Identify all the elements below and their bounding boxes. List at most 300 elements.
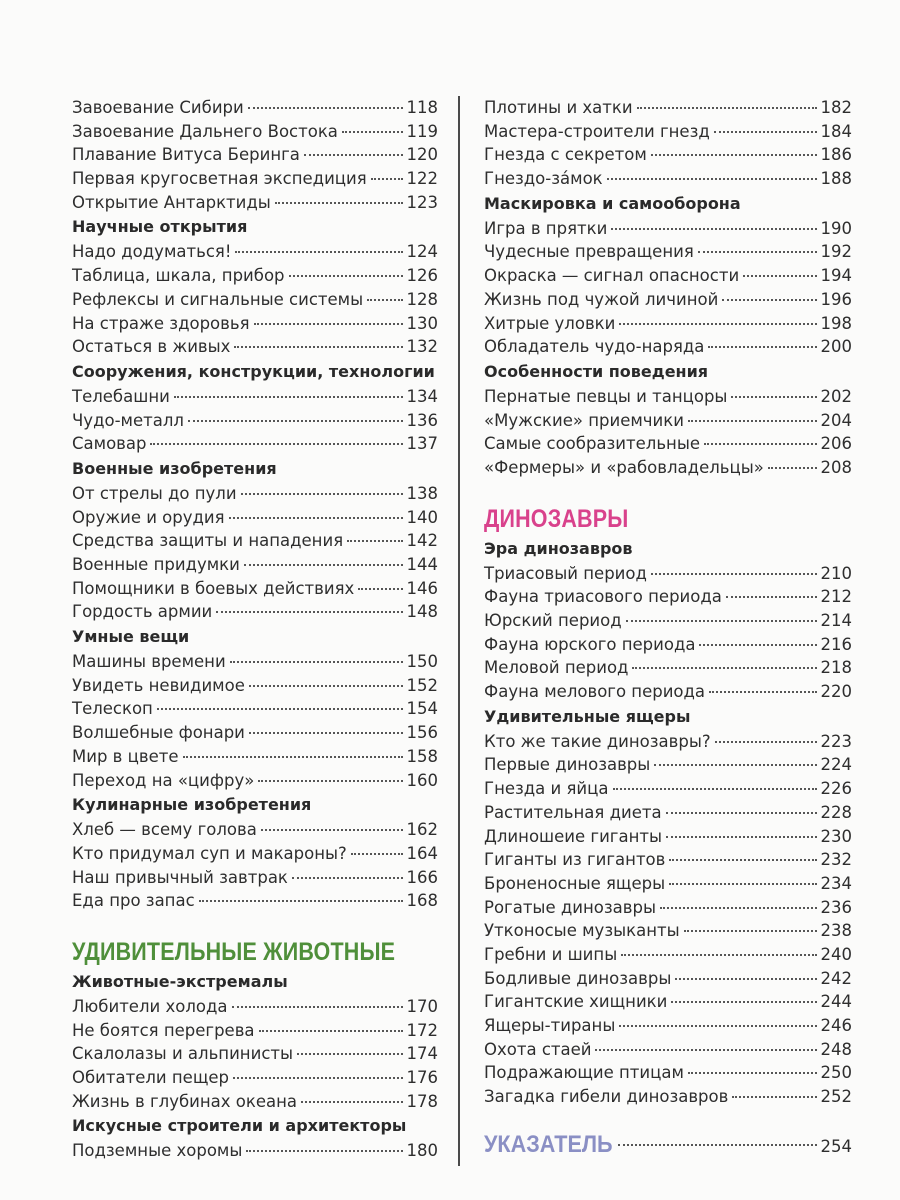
toc-entry-page: 220 <box>820 682 852 702</box>
toc-entry-page: 164 <box>406 843 438 863</box>
toc-entry-page: 137 <box>406 434 438 454</box>
toc-entry-page: 214 <box>820 611 852 630</box>
dot-leader <box>188 420 403 422</box>
dot-leader <box>174 396 403 398</box>
toc-subheading: Военные изобретения <box>72 458 277 478</box>
toc-subheading: Сооружения, конструкции, технологии <box>72 361 435 381</box>
toc-entry-page: 158 <box>406 746 438 766</box>
toc-entry[interactable] <box>72 650 438 674</box>
toc-entry-page: 132 <box>406 337 438 357</box>
toc-entry[interactable] <box>484 1014 852 1038</box>
toc-entry-page: 118 <box>406 98 438 117</box>
dot-leader <box>669 883 816 885</box>
toc-entry[interactable] <box>72 818 438 842</box>
toc-entry-title: Жизнь в глубинах океана <box>72 1091 298 1111</box>
spacer <box>72 913 438 935</box>
dot-leader <box>235 251 402 253</box>
section-heading-dinosaurs: ДИНОЗАВРЫ <box>484 504 629 533</box>
toc-entry-page: 122 <box>406 169 438 189</box>
dot-leader <box>768 467 817 469</box>
toc-entry[interactable] <box>484 96 852 120</box>
dot-leader <box>259 1030 403 1032</box>
toc-entry-page: 130 <box>406 313 438 333</box>
toc-entry-page: 168 <box>406 891 438 911</box>
toc-entry[interactable] <box>72 577 438 601</box>
toc-entry-page: 152 <box>406 675 438 695</box>
toc-entry-page: 254 <box>820 1136 852 1156</box>
dot-leader <box>607 178 817 180</box>
toc-entry-page: 142 <box>406 531 438 551</box>
toc-entry-title: Военные придумки <box>72 555 240 574</box>
toc-entry[interactable] <box>72 769 438 793</box>
toc-entry[interactable] <box>484 312 852 336</box>
toc-entry-title: Еда про запас <box>72 891 195 911</box>
toc-entry-page: 134 <box>406 386 438 406</box>
toc-entry-page: 232 <box>820 850 852 870</box>
toc-entry-title: Охота стаей <box>484 1039 592 1059</box>
toc-entry-page: 226 <box>820 779 852 799</box>
toc-entry-title: Помощники в боевых действиях <box>72 578 355 598</box>
toc-entry-title: Хитрые уловки <box>484 313 616 333</box>
toc-entry-title: От стрелы до пули <box>72 483 237 503</box>
toc-entry[interactable] <box>72 385 438 409</box>
toc-entry-title: Загадка гибели динозавров <box>484 1087 729 1107</box>
dot-leader <box>254 323 403 325</box>
toc-subheading: Маскировка и самооборона <box>484 193 741 213</box>
dot-leader <box>232 1006 403 1008</box>
toc-entry[interactable] <box>484 777 852 801</box>
toc-subheading: Особенности поведения <box>484 361 709 381</box>
toc-entry-title: Длиношеие гиганты <box>484 826 663 846</box>
toc-entry[interactable] <box>72 697 438 721</box>
toc-entry-title: Гиганты из гигантов <box>484 850 666 870</box>
toc-entry-title: Самовар <box>72 434 147 454</box>
toc-entry[interactable] <box>484 409 852 433</box>
toc-entry[interactable] <box>484 264 852 288</box>
toc-entry-page: 198 <box>820 313 852 333</box>
dot-leader <box>669 859 816 861</box>
toc-entry-page: 200 <box>820 337 852 357</box>
toc-entry-title: «Фермеры» и «рабовладельцы» <box>484 457 764 477</box>
toc-entry-page: 244 <box>820 992 852 1012</box>
dot-leader <box>632 667 816 669</box>
dot-leader <box>666 836 816 838</box>
dot-leader <box>230 661 403 663</box>
toc-entry[interactable] <box>72 842 438 866</box>
dot-leader <box>258 780 402 782</box>
dot-leader <box>199 900 403 902</box>
toc-entry-page: 208 <box>820 457 852 477</box>
toc-entry-title: Телескоп <box>72 699 153 719</box>
toc-entry-title: Не боятся перегрева <box>72 1020 255 1040</box>
toc-entry-page: 234 <box>820 873 852 893</box>
toc-entry[interactable] <box>484 585 852 609</box>
toc-entry-page: 210 <box>820 563 852 583</box>
dot-leader <box>619 1025 816 1027</box>
dot-leader <box>731 396 816 398</box>
toc-entry-page: 194 <box>820 266 852 286</box>
toc-entry-title: Телебашни <box>72 386 170 406</box>
toc-left-column <box>72 96 438 1163</box>
dot-leader <box>688 420 817 422</box>
toc-entry-page: 162 <box>406 820 438 840</box>
toc-entry-title: Первые динозавры <box>484 755 651 775</box>
dot-leader <box>671 1001 816 1003</box>
toc-entry-title: Юрский период <box>484 611 622 630</box>
toc-entry[interactable] <box>484 872 852 896</box>
toc-entry-page: 154 <box>406 699 438 719</box>
toc-entry[interactable] <box>72 240 438 264</box>
toc-entry-page: 174 <box>406 1044 438 1064</box>
toc-entry-title: Самые сообразительные <box>484 434 701 454</box>
toc-entry-title: Открытие Антарктиды <box>72 192 271 212</box>
toc-entry[interactable] <box>72 674 438 698</box>
dot-leader <box>613 788 817 790</box>
section-heading-animals: УДИВИТЕЛЬНЫЕ ЖИВОТНЫЕ <box>72 937 396 966</box>
dot-leader <box>666 812 817 814</box>
dot-leader <box>304 154 403 156</box>
toc-subheading: Эра динозавров <box>484 538 633 558</box>
dot-leader <box>611 228 816 230</box>
toc-entry-title: На страже здоровья <box>72 313 250 333</box>
toc-entry-title: Мир в цвете <box>72 746 179 766</box>
toc-entry-page: 212 <box>820 587 852 607</box>
toc-entry-page: 138 <box>406 483 438 503</box>
toc-entry[interactable] <box>484 967 852 991</box>
dot-leader <box>157 708 403 710</box>
toc-entry-title: Меловой период <box>484 658 629 678</box>
dot-leader <box>233 1077 403 1079</box>
toc-entry-page: 206 <box>820 434 852 454</box>
dot-leader <box>684 930 817 932</box>
toc-entry-page: 238 <box>820 921 852 941</box>
toc-entry-page: 124 <box>406 242 438 262</box>
toc-entry-title: Плавание Витуса Беринга <box>72 145 300 165</box>
toc-entry[interactable] <box>72 1090 438 1114</box>
dot-leader <box>248 107 403 109</box>
toc-entry-title: Любители холода <box>72 996 228 1016</box>
toc-entry-title: Оружие и орудия <box>72 507 225 527</box>
toc-entry[interactable] <box>72 143 438 167</box>
toc-entry-title: Подземные хоромы <box>72 1141 243 1161</box>
toc-entry[interactable] <box>484 167 852 191</box>
dot-leader <box>732 1096 816 1098</box>
toc-entry-title: Кто же такие динозавры? <box>484 731 711 751</box>
toc-entry-title: Фауна мелового периода <box>484 682 706 702</box>
toc-entry-page: 150 <box>406 652 438 672</box>
toc-entry-page: 224 <box>820 755 852 775</box>
toc-entry-title: Хлеб — всему голова <box>72 820 257 840</box>
toc-entry-page: 240 <box>820 944 852 964</box>
dot-leader <box>654 764 816 766</box>
toc-entry-title: Чудо-металл <box>72 410 184 430</box>
dot-leader <box>743 275 816 277</box>
dot-leader <box>688 1072 817 1074</box>
dot-leader <box>246 1150 402 1152</box>
dot-leader <box>722 299 816 301</box>
toc-entry-title: Игра в прятки <box>484 218 608 238</box>
toc-entry[interactable] <box>72 600 438 624</box>
toc-right-column <box>484 96 852 1165</box>
toc-entry[interactable] <box>484 730 852 754</box>
dot-leader <box>708 346 816 348</box>
toc-entry-page: 250 <box>820 1063 852 1083</box>
dot-leader <box>342 131 403 133</box>
toc-entry-page: 228 <box>820 802 852 822</box>
toc-entry[interactable] <box>72 409 438 433</box>
toc-entry-index[interactable] <box>484 1131 852 1165</box>
toc-entry-page: 119 <box>406 121 438 141</box>
dot-leader <box>241 493 403 495</box>
toc-entry-page: 196 <box>820 289 852 309</box>
toc-entry-title: Обитатели пещер <box>72 1068 229 1087</box>
toc-entry-page: 242 <box>820 968 852 988</box>
toc-entry-title: Машины времени <box>72 652 226 672</box>
toc-entry-page: 148 <box>406 602 438 622</box>
dot-leader <box>621 954 816 956</box>
toc-entry[interactable] <box>484 120 852 144</box>
dot-leader <box>595 1049 816 1051</box>
toc-entry[interactable] <box>484 456 852 480</box>
toc-entry-title: Утконосые музыканты <box>484 921 680 941</box>
toc-entry-title: Гнезда с секретом <box>484 145 647 165</box>
index-heading: УКАЗАТЕЛЬ <box>484 1130 613 1158</box>
dot-leader <box>275 202 403 204</box>
toc-entry-title: Средства защиты и нападения <box>72 531 344 551</box>
toc-entry[interactable] <box>72 506 438 530</box>
toc-subheading: Умные вещи <box>72 627 190 647</box>
toc-entry[interactable] <box>484 896 852 920</box>
toc-entry-title: Гнезда и яйца <box>484 779 609 799</box>
toc-entry[interactable] <box>72 432 438 456</box>
toc-entry[interactable] <box>484 919 852 943</box>
dot-leader <box>699 644 816 646</box>
dot-leader <box>351 853 403 855</box>
toc-entry-page: 184 <box>820 121 852 141</box>
toc-entry-page: 246 <box>820 1016 852 1035</box>
dot-leader <box>371 178 403 180</box>
dot-leader <box>619 323 816 325</box>
toc-entry-page: 140 <box>406 507 438 527</box>
toc-entry-title: Волшебные фонари <box>72 723 245 743</box>
dot-leader <box>637 107 817 109</box>
dot-leader <box>698 251 817 253</box>
toc-entry-page: 188 <box>820 169 852 189</box>
toc-entry-title: Рефлексы и сигнальные системы <box>72 289 364 309</box>
toc-entry-page: 123 <box>406 192 438 212</box>
toc-entry-page: 128 <box>406 289 438 309</box>
dot-leader <box>367 299 402 301</box>
toc-entry-title: Наш привычный завтрак <box>72 867 288 887</box>
toc-entry[interactable] <box>484 609 852 633</box>
toc-entry-page: 170 <box>406 996 438 1016</box>
toc-entry-title: Броненосные ящеры <box>484 873 666 893</box>
toc-entry-page: 156 <box>406 723 438 743</box>
toc-entry-page: 230 <box>820 826 852 846</box>
dot-leader <box>150 443 402 445</box>
toc-entry-page: 160 <box>406 770 438 790</box>
toc-entry[interactable] <box>72 721 438 745</box>
toc-entry-title: Рогатые динозавры <box>484 897 656 917</box>
toc-entry-title: Гнездо-зáмок <box>484 169 603 189</box>
toc-entry-page: 172 <box>406 1020 438 1040</box>
toc-subheading: Животные-экстремалы <box>72 971 288 991</box>
toc-entry-title: Подражающие птицам <box>484 1063 684 1083</box>
toc-entry-title: Кто придумал суп и макароны? <box>72 843 347 863</box>
toc-entry-page: 192 <box>820 242 852 262</box>
toc-entry-page: 182 <box>820 98 852 117</box>
toc-entry-title: Первая кругосветная экспедиция <box>72 169 367 189</box>
toc-entry-title: Гигантские хищники <box>484 992 668 1012</box>
toc-entry[interactable] <box>72 288 438 312</box>
toc-entry[interactable] <box>72 482 438 506</box>
dot-leader <box>709 691 816 693</box>
dot-leader <box>261 829 403 831</box>
toc-entry[interactable] <box>72 167 438 191</box>
toc-entry[interactable] <box>72 1139 438 1163</box>
toc-entry-title: Скалолазы и альпинисты <box>72 1044 294 1064</box>
toc-entry[interactable] <box>72 1019 438 1043</box>
toc-entry-title: Триасовый период <box>484 563 647 583</box>
dot-leader <box>626 620 817 622</box>
toc-entry-page: 190 <box>820 218 852 238</box>
toc-entry-page: 252 <box>820 1087 852 1107</box>
toc-entry-page: 204 <box>820 410 852 430</box>
toc-entry-title: Жизнь под чужой личиной <box>484 289 719 309</box>
toc-entry-title: Увидеть невидимое <box>72 675 245 695</box>
dot-leader <box>292 877 403 879</box>
toc-entry[interactable] <box>484 432 852 456</box>
dot-leader <box>714 131 817 133</box>
spacer <box>484 1109 852 1131</box>
toc-entry-title: Пернатые певцы и танцоры <box>484 386 728 406</box>
toc-entry[interactable] <box>484 335 852 359</box>
dot-leader <box>301 1101 402 1103</box>
toc-entry-title: Растительная диета <box>484 802 662 822</box>
toc-entry-page: 176 <box>406 1068 438 1087</box>
dot-leader <box>229 517 403 519</box>
toc-entry[interactable] <box>72 995 438 1019</box>
toc-entry[interactable] <box>484 1061 852 1085</box>
toc-entry-page: 166 <box>406 867 438 887</box>
toc-entry-page: 202 <box>820 386 852 406</box>
toc-entry-page: 144 <box>406 555 438 574</box>
toc-entry[interactable] <box>72 120 438 144</box>
toc-entry[interactable] <box>484 943 852 967</box>
toc-entry[interactable] <box>72 312 438 336</box>
dot-leader <box>249 732 403 734</box>
toc-entry-page: 136 <box>406 410 438 430</box>
toc-entry-title: Бодливые динозавры <box>484 968 672 988</box>
toc-entry-title: Гребни и шипы <box>484 944 618 964</box>
dot-leader <box>651 573 817 575</box>
toc-entry[interactable] <box>72 264 438 288</box>
toc-entry[interactable] <box>72 553 438 577</box>
toc-entry[interactable] <box>72 889 438 913</box>
dot-leader <box>704 443 816 445</box>
dot-leader <box>234 346 402 348</box>
toc-entry-title: Остаться в живых <box>72 337 231 357</box>
toc-entry-title: Таблица, шкала, прибор <box>72 266 285 286</box>
toc-entry[interactable] <box>484 848 852 872</box>
dot-leader <box>726 596 817 598</box>
toc-entry[interactable] <box>72 1042 438 1066</box>
dot-leader <box>715 741 817 743</box>
toc-entry[interactable] <box>484 753 852 777</box>
toc-subheading: Искусные строители и архитекторы <box>72 1116 407 1136</box>
toc-entry[interactable] <box>484 1085 852 1109</box>
toc-entry-page: 146 <box>406 578 438 598</box>
toc-entry[interactable] <box>72 335 438 359</box>
toc-entry[interactable] <box>484 990 852 1014</box>
toc-subheading: Кулинарные изобретения <box>72 795 312 815</box>
dot-leader <box>358 588 402 590</box>
toc-entry[interactable] <box>484 385 852 409</box>
dot-leader <box>244 564 403 566</box>
toc-entry[interactable] <box>484 288 852 312</box>
toc-entry[interactable] <box>484 656 852 680</box>
dot-leader <box>347 540 402 542</box>
toc-entry-page: 236 <box>820 897 852 917</box>
toc-entry-title: Мастера-строители гнезд <box>484 121 710 141</box>
toc-entry-title: «Мужские» приемчики <box>484 410 684 430</box>
dot-leader <box>651 154 817 156</box>
toc-entry-title: Переход на «цифру» <box>72 770 255 790</box>
dot-leader <box>618 1144 817 1146</box>
toc-entry[interactable] <box>72 1066 438 1090</box>
toc-entry-title: Завоевание Сибири <box>72 98 244 117</box>
toc-subheading: Научные открытия <box>72 217 248 237</box>
toc-entry[interactable] <box>484 240 852 264</box>
toc-entry-title: Фауна юрского периода <box>484 634 696 654</box>
toc-entry-page: 223 <box>820 731 852 751</box>
toc-entry[interactable] <box>72 866 438 890</box>
column-divider <box>458 96 460 1166</box>
dot-leader <box>249 685 403 687</box>
toc-entry-page: 248 <box>820 1039 852 1059</box>
dot-leader <box>183 756 403 758</box>
toc-entry-title: Обладатель чудо-наряда <box>484 337 705 357</box>
toc-entry-page: 218 <box>820 658 852 678</box>
toc-entry[interactable] <box>484 143 852 167</box>
toc-entry[interactable] <box>484 1038 852 1062</box>
toc-entry-page: 126 <box>406 266 438 286</box>
toc-entry-page: 180 <box>406 1141 438 1161</box>
toc-entry[interactable] <box>72 745 438 769</box>
toc-entry-title: Плотины и хатки <box>484 98 633 117</box>
toc-entry-page: 178 <box>406 1091 438 1111</box>
toc-entry[interactable] <box>72 529 438 553</box>
toc-entry[interactable] <box>72 96 438 120</box>
toc-entry-page: 120 <box>406 145 438 165</box>
toc-entry-title: Фауна триасового периода <box>484 587 722 607</box>
toc-entry[interactable] <box>72 191 438 215</box>
toc-entry-title: Завоевание Дальнего Востока <box>72 121 338 141</box>
toc-entry[interactable] <box>484 217 852 241</box>
toc-entry[interactable] <box>484 562 852 586</box>
toc-entry-title: Ящеры-тираны <box>484 1016 616 1035</box>
toc-entry[interactable] <box>484 680 852 704</box>
spacer <box>484 480 852 502</box>
toc-entry[interactable] <box>484 633 852 657</box>
toc-subheading: Удивительные ящеры <box>484 706 691 726</box>
dot-leader <box>297 1053 402 1055</box>
dot-leader <box>289 275 403 277</box>
toc-entry[interactable] <box>484 825 852 849</box>
toc-entry-page: 216 <box>820 634 852 654</box>
toc-entry-page: 186 <box>820 145 852 165</box>
toc-entry[interactable] <box>484 801 852 825</box>
